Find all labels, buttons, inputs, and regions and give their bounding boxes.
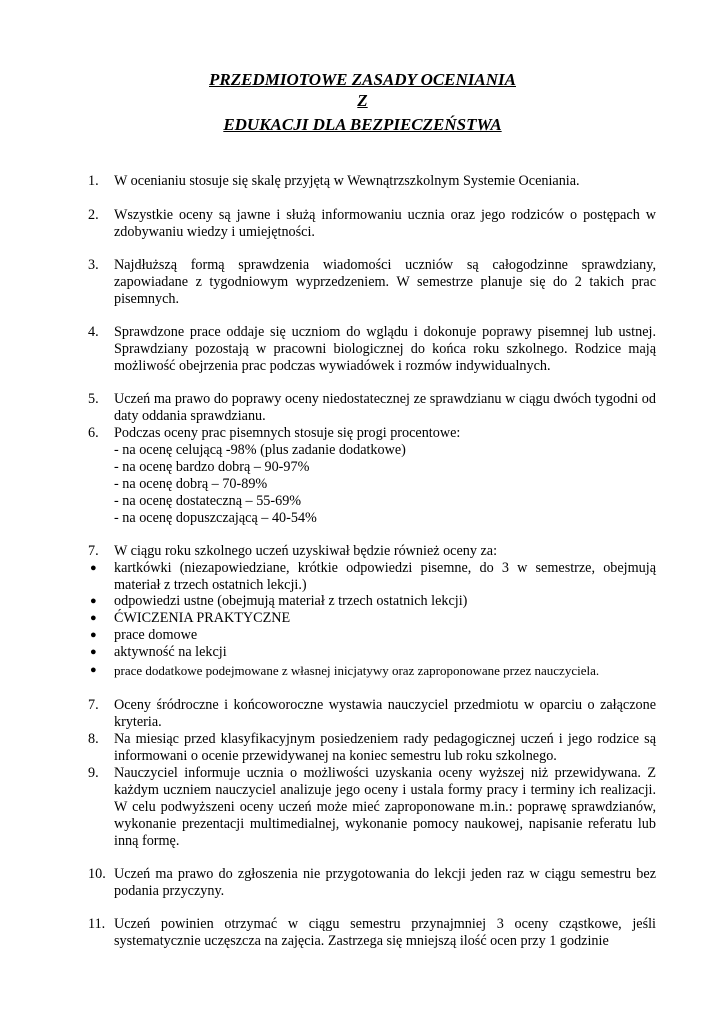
bullet-icon: ● bbox=[90, 664, 97, 676]
item-number: 8. bbox=[88, 731, 99, 747]
item-text: Podczas oceny prac pisemnych stosuje się progi procentowe: bbox=[114, 425, 461, 441]
item-text: Wszystkie oceny są jawne i służą informowaniu ucznia oraz jego rodziców o postępach w zdobywaniu wiedzy i umiejętności. bbox=[114, 207, 656, 240]
document-title-line-1: PRZEDMIOTOWE ZASADY OCENIANIA bbox=[208, 70, 516, 89]
item-number: 9. bbox=[88, 765, 99, 781]
list-item-5 bbox=[88, 391, 656, 425]
item-number: 1. bbox=[88, 173, 99, 189]
list-item-8 bbox=[88, 731, 656, 765]
list-item-6 bbox=[88, 425, 656, 527]
list-item-3 bbox=[88, 257, 656, 308]
bullet-text: odpowiedzi ustne (obejmują materiał z trzech ostatnich lekcji) bbox=[114, 593, 468, 609]
grade-threshold-dobra: - na ocenę dobrą – 70-89% bbox=[114, 476, 268, 492]
document-title-line-3: EDUKACJI DLA BEZPIECZEŃSTWA bbox=[223, 115, 502, 134]
bullet-icon: ● bbox=[90, 595, 97, 607]
bullet-text: prace domowe bbox=[114, 627, 198, 643]
item-number: 7. bbox=[88, 697, 99, 713]
list-item-11 bbox=[88, 916, 656, 950]
item-text: W ocenianiu stosuje się skalę przyjętą w Wewnątrzszkolnym Systemie Oceniania. bbox=[114, 173, 580, 189]
item-number: 10. bbox=[88, 866, 106, 882]
grade-threshold-bardzo-dobra: - na ocenę bardzo dobrą – 90-97% bbox=[114, 459, 310, 475]
item-text: Uczeń ma prawo do poprawy oceny niedostatecznej ze sprawdzianu w ciągu dwóch tygodni od daty oddania sprawdzianu. bbox=[114, 391, 656, 424]
bullet-text: kartkówki (niezapowiedziane, krótkie odpowiedzi pisemne, do 3 w semestrze, obejmują materiał z trzech ostatnich lekcji.) bbox=[114, 560, 656, 593]
item-number: 7. bbox=[88, 543, 99, 559]
list-item-7a bbox=[88, 543, 656, 560]
bullet-text: aktywność na lekcji bbox=[114, 644, 227, 660]
bullet-item-aktywnosc bbox=[88, 644, 656, 661]
bullet-item-odpowiedzi-ustne bbox=[88, 593, 656, 610]
item-text: W ciągu roku szkolnego uczeń uzyskiwał będzie również oceny za: bbox=[114, 543, 498, 559]
grade-threshold-dopuszczajaca: - na ocenę dopuszczającą – 40-54% bbox=[114, 510, 317, 526]
bullet-icon: ● bbox=[90, 646, 97, 658]
bullet-item-prace-dodatkowe bbox=[88, 662, 656, 679]
bullet-item-cwiczenia bbox=[88, 610, 656, 627]
bullet-icon: ● bbox=[90, 629, 97, 641]
bullet-icon: ● bbox=[90, 612, 97, 624]
list-item-1 bbox=[88, 173, 656, 190]
grade-threshold-dostateczna: - na ocenę dostateczną – 55-69% bbox=[114, 493, 302, 509]
item-text: Sprawdzone prace oddaje się uczniom do wglądu i dokonuje poprawy pisemnej lub ustnej. Sprawdziany pozostają w pracowni biologicznej do końca roku szkolnego. Rodzice mają możliwość obejrzenia prac podczas wywiadówek i rozmów indywidualnych. bbox=[114, 324, 656, 374]
bullet-item-prace-domowe bbox=[88, 627, 656, 644]
item-text: Na miesiąc przed klasyfikacyjnym posiedzeniem rady pedagogicznej uczeń i jego rodzice są informowani o ocenie przewidywanej na koniec semestru lub roku szkolnego. bbox=[114, 731, 656, 764]
item-text: Nauczyciel informuje ucznia o możliwości uzyskania oceny wyższej niż przewidywana. Z każdym uczniem nauczyciel analizuje jego oceny i ustala formy pracy i terminy ich realizacji. W celu podwyższeni oceny uczeń może mieć zaproponowane m.in.: poprawę sprawdzianów, wykonanie prezentacji multimedialnej, wykonanie pomocy naukowej, napisanie referatu lub inną formę. bbox=[114, 765, 656, 849]
bullet-icon: ● bbox=[90, 562, 97, 574]
item-text: Najdłuższą formą sprawdzenia wiadomości uczniów są całogodzinne sprawdziany, zapowiadane z tygodniowym wyprzedzeniem. W semestrze planuje się do 2 takich prac pisemnych. bbox=[114, 257, 656, 307]
bullet-item-kartkowki bbox=[88, 560, 656, 594]
item-number: 11. bbox=[88, 916, 106, 932]
document-title-line-2: Z bbox=[357, 91, 368, 110]
item-text: Oceny śródroczne i końcoworoczne wystawia nauczyciel przedmiotu w oparciu o załączone kryteria. bbox=[114, 697, 656, 730]
item-text: Uczeń ma prawo do zgłoszenia nie przygotowania do lekcji jeden raz w ciągu semestru bez podania przyczyny. bbox=[114, 866, 656, 899]
list-item-2 bbox=[88, 207, 656, 241]
item-number: 3. bbox=[88, 257, 99, 273]
item-number: 6. bbox=[88, 425, 99, 441]
list-item-9 bbox=[88, 765, 656, 850]
item-number: 2. bbox=[88, 207, 99, 223]
bullet-text: prace dodatkowe podejmowane z własnej inicjatywy oraz zaproponowane przez nauczyciela. bbox=[114, 663, 600, 678]
grade-threshold-celujaca: - na ocenę celującą -98% (plus zadanie dodatkowe) bbox=[114, 442, 406, 458]
item-text: Uczeń powinien otrzymać w ciągu semestru przynajmniej 3 oceny cząstkowe, jeśli systematycznie uczęszcza na zajęcia. Zastrzega się mniejszą ilość ocen przy 1 godzinie bbox=[114, 916, 656, 949]
item-number: 4. bbox=[88, 324, 99, 340]
item-number: 5. bbox=[88, 391, 99, 407]
list-item-4 bbox=[88, 324, 656, 375]
list-item-7b bbox=[88, 697, 656, 731]
list-item-10 bbox=[88, 866, 656, 900]
bullet-text: ĆWICZENIA PRAKTYCZNE bbox=[114, 610, 291, 626]
